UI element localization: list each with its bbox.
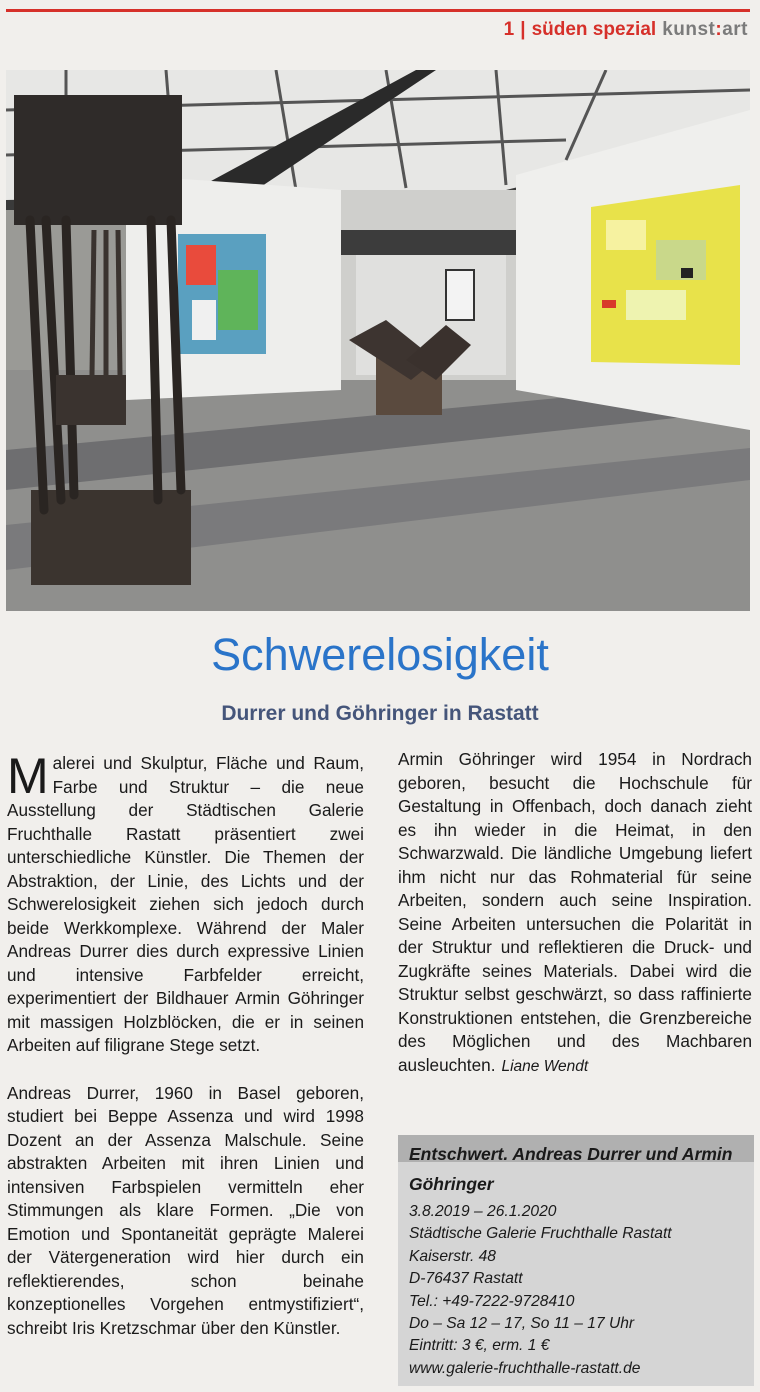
text-column-left	[7, 748, 364, 1340]
brand-logo	[662, 19, 748, 41]
drop-cap: M	[7, 748, 49, 804]
paragraph-goehringer-text: Armin Göhringer wird 1954 in Nordrach geboren, besucht die Hochschule für Gestaltung in Offenbach, doch danach zieht es ihn wieder in die Heimat, in den Schwarzwald. Die ländliche Umgebung liefert ihm nicht nur das Rohmaterial für seine Arbeiten, sondern auch seine Inspiration. Seine Arbeiten untersuchen die Polarität in der Struktur und reflektieren die Druck- und Zugkräfte seines Materials. Dabei wird die Struktur selbst geschwärzt, so dass raffinierte Konstruktionen entstehen, die Grenzbereiche des Möglichen und des Machbaren ausleuchten.	[398, 749, 752, 1075]
page-header	[504, 19, 748, 43]
gallery-photo	[6, 70, 750, 611]
opening-hours: Do – Sa 12 – 17, So 11 – 17 Uhr	[409, 1315, 635, 1333]
admission-price: Eintritt: 3 €, erm. 1 €	[409, 1337, 550, 1355]
header-rule	[6, 9, 750, 12]
info-box-details	[409, 1201, 753, 1380]
section-name: süden spezial	[531, 19, 657, 40]
venue-street: Kaiserstr. 48	[409, 1247, 496, 1265]
brand-right: art	[722, 19, 748, 40]
paragraph-intro-text: alerei und Skulptur, Fläche und Raum, Farbe und Struktur – die neue Ausstellung der Städtischen Galerie Fruchthalle Rastatt präsentiert zwei unterschiedliche Künstler. Die Themen der Abstraktion, der Linie, des Lichts und der Schwerelosigkeit ziehen sich jedoch durch beide Werkkomplexe. Während der Maler Andreas Durrer dies durch expressive Linien und intensive Farbfelder erreicht, experimentiert der Bildhauer Armin Göhringer mit massigen Holzblöcken, die er in seinen Arbeiten auf filigrane Stege setzt.	[7, 753, 364, 1055]
venue-name: Städtische Galerie Fruchthalle Rastatt	[409, 1225, 672, 1243]
exhibition-dates: 3.8.2019 – 26.1.2020	[409, 1203, 557, 1220]
paragraph-goehringer	[398, 748, 752, 1078]
header-divider: |	[520, 19, 526, 40]
article-title: Schwerelosigkeit	[211, 629, 549, 680]
author-name: Liane Wendt	[501, 1057, 589, 1075]
venue-city: D-76437 Rastatt	[409, 1270, 523, 1288]
venue-phone: Tel.: +49-7222-9728410	[409, 1292, 575, 1310]
text-column-right	[398, 748, 752, 1078]
paragraph-intro	[7, 748, 364, 1058]
page-number: 1	[503, 19, 515, 40]
article-subtitle: Durrer und Göhringer in Rastatt	[221, 702, 539, 725]
info-box	[398, 1135, 754, 1386]
info-box-title: Entschwert. Andreas Durrer und Armin Göhringer	[409, 1144, 733, 1194]
website-link[interactable]: www.galerie-fruchthalle-rastatt.de	[409, 1359, 641, 1377]
paragraph-durrer: Andreas Durrer, 1960 in Basel geboren, studiert bei Beppe Assenza und wird 1998 Dozent an der Assenza Malschule. Seine abstrakten Arbeiten mit ihren Linien und intensiven Farbspielen vermitteln eher Stimmungen als klare Formen. „Die von Emotion und Spontaneität geprägte Malerei der Vätergeneration wird hier durch ein reflektierendes, schon beinahe konzeptionelles Vorgehen entmystifiziert“, schreibt Iris Kretzschmar über den Künstler.	[7, 1082, 364, 1338]
brand-left: kunst	[662, 19, 716, 40]
brand-colon: :	[715, 19, 723, 40]
